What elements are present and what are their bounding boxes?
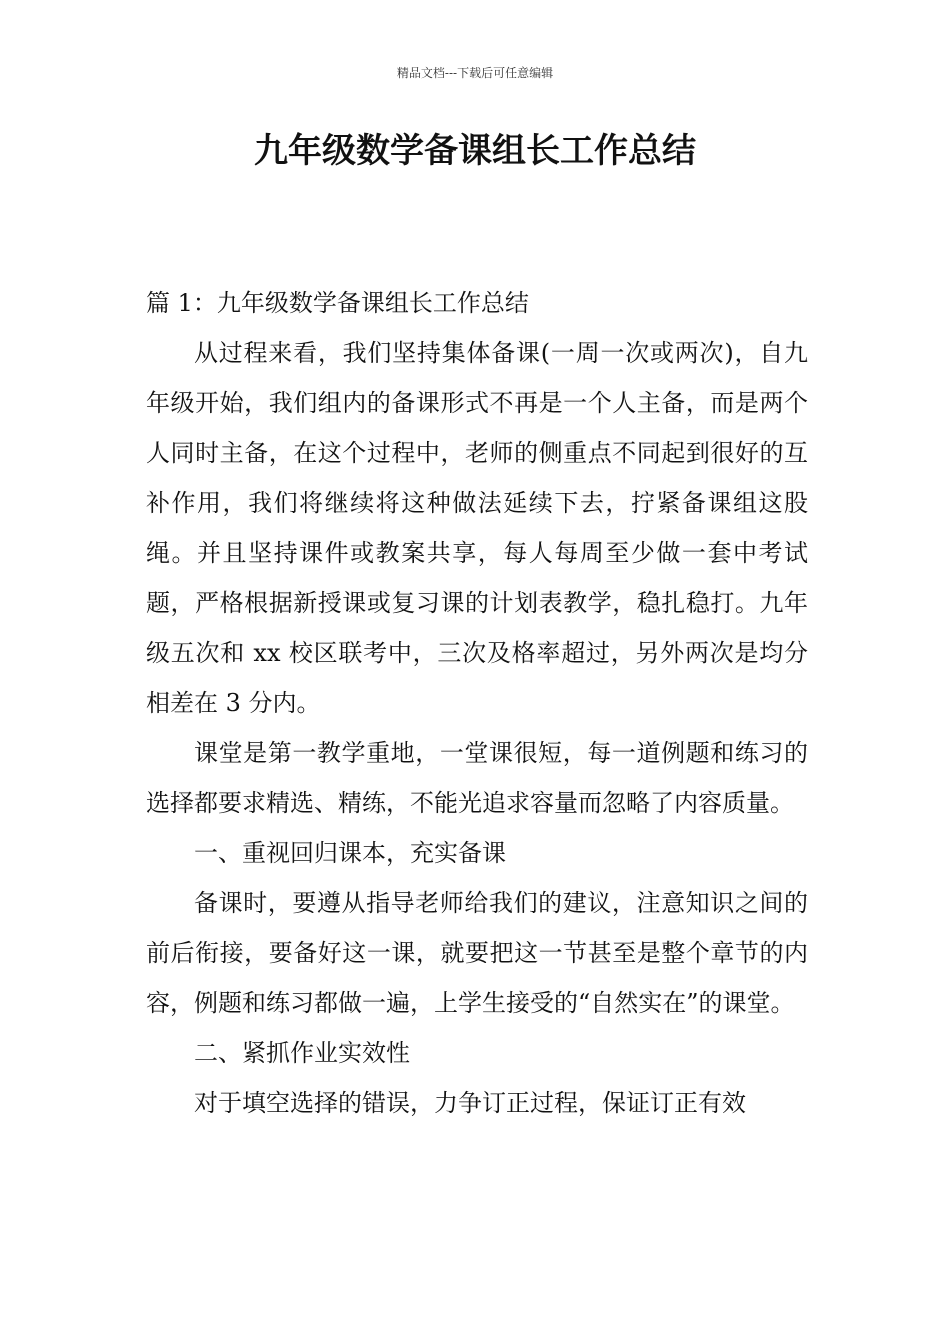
section-heading: 篇 1：九年级数学备课组长工作总结 — [146, 289, 529, 317]
paragraph-corrections: 对于填空选择的错误，力争订正过程，保证订正有效 — [194, 1089, 746, 1117]
paragraph-lesson-prep: 备课时，要遵从指导老师给我们的建议，注意知识之间的前后衔接，要备好这一课，就要把这一节甚至是整个章节的内容，例题和练习都做一遍，上学生接受的“自然实在”的课堂。 — [146, 889, 808, 1017]
paragraph-process: 从过程来看，我们坚持集体备课(一周一次或两次)，自九年级开始，我们组内的备课形式不再是一个人主备，而是两个人同时主备，在这个过程中，老师的侧重点不同起到很好的互补作用，我们将继续将这种做法延续下去，拧紧备课组这股绳。并且坚持课件或教案共享，每人每周至少做一套中考试题，严格根据新授课或复习课的计划表教学，稳扎稳打。九年级五次和 xx 校区联考中，三次及格率超过，另外两次是均分相差在 3 分内。 — [146, 339, 808, 717]
page-header: 精品文档---下载后可任意编辑 — [396, 66, 554, 80]
document-body — [146, 278, 808, 1128]
document-title: 九年级数学备课组长工作总结 — [254, 131, 696, 171]
paragraph-classroom: 课堂是第一教学重地，一堂课很短，每一道例题和练习的选择都要求精选、精练，不能光追求容量而忽略了内容质量。 — [146, 739, 808, 817]
subheading-textbook: 一、重视回归课本，充实备课 — [194, 839, 506, 867]
subheading-homework: 二、紧抓作业实效性 — [194, 1039, 410, 1067]
